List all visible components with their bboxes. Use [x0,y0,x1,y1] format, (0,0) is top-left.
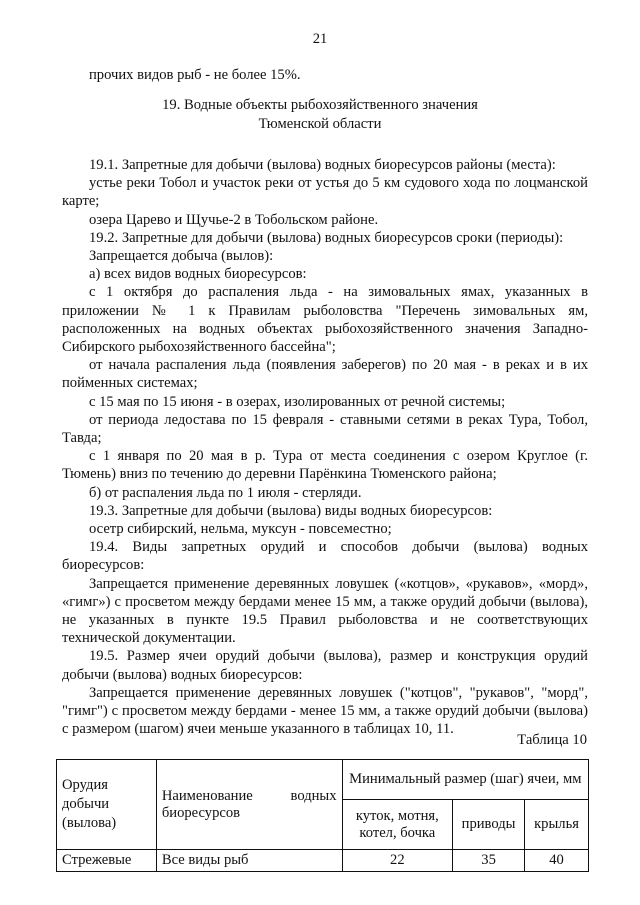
cell-wings: 40 [525,850,589,872]
header-species-word-2: водных [290,787,337,804]
paragraph: с 1 октября до распаления льда - на зимовальных ямах, указанных в приложении № 1 к Правилам рыболовства "Перечень зимовальных ям, расположенных на водных объектах рыбохозяйственного значения Западно-Сибирского рыбохозяйственного бассейна"; [62,284,588,356]
header-species-word-1: Наименование [161,787,253,804]
cell-leads: 35 [453,850,525,872]
paragraph: от периода ледостава по 15 февраля - ставными сетями в реках Тура, Тобол, Тавда; [62,411,588,447]
paragraph: Запрещается добыча (вылов): [89,248,274,265]
lead-line [89,66,587,84]
heading-line-1: 19. Водные объекты рыбохозяйственного значения [162,97,478,113]
body-text [62,156,588,739]
paragraph: б) от распаления льда по 1 июля - стерляди. [89,484,362,501]
table-caption: Таблица 10 [517,732,587,748]
header-species-word-3: биоресурсов [161,804,241,821]
paragraph: от начала распаления льда (появления заберегов) по 20 мая - в реках и в их пойменных системах; [62,357,588,392]
paragraph: Запрещается применение деревянных ловушек ("котцов", "рукавов", "морд", "гимг") с просветом между бердами - менее 15 мм, а также орудий добычи (вылова) с размером (шагом) ячеи меньше указанного в таблицах 10, 11. [62,684,588,738]
header-gear: Орудия добычи (вылова) [57,760,157,850]
subheader-leads: приводы [453,800,525,850]
page-number: 21 [312,31,328,47]
paragraph: озера Царево и Щучье-2 в Тобольском районе. [89,211,379,228]
paragraph: а) всех видов водных биоресурсов: [89,266,307,283]
cell-gear: Стрежевые [57,850,157,872]
table-row [57,850,589,872]
heading-line-2: Тюменской области [258,116,382,132]
paragraph: Запрещается применение деревянных ловушек («котцов», «рукавов», «морд», «гимг») с просветом между бердами менее 15 мм, а также орудий добычи (вылова), не указанных в пункте 19.5 Правил рыболовства и не соответствующих технической документации. [62,575,588,647]
data-table [56,759,589,872]
paragraph: 19.4. Виды запретных орудий и способов добычи (вылова) водных биоресурсов: [62,539,588,574]
header-species-row-1 [162,788,337,805]
header-mesh: Минимальный размер (шаг) ячеи, мм [342,760,588,800]
subheader-wings: крылья [525,800,589,850]
paragraph: 19.1. Запретные для добычи (вылова) водных биоресурсов районы (места): [89,157,556,173]
paragraph: устье реки Тобол и участок реки от устья до 5 км судового хода по лоцманской карте; [62,175,588,210]
paragraph: 19.2. Запретные для добычи (вылова) водных биоресурсов сроки (периоды): [89,229,564,246]
paragraph: с 15 мая по 15 июня - в озерах, изолированных от речной системы; [89,393,506,410]
header-species [156,760,342,850]
cell-body: 22 [342,850,453,872]
paragraph: 19.5. Размер ячеи орудий добычи (вылова), размер и конструкция орудий добычи (вылова) водных биоресурсов: [62,648,588,683]
lead-line-text: прочих видов рыб - не более 15%. [89,67,301,83]
section-heading [0,96,640,134]
paragraph: 19.3. Запретные для добычи (вылова) виды водных биоресурсов: [89,502,493,519]
paragraph: с 1 января по 20 мая в р. Тура от места соединения с озером Круглое (г. Тюмень) вниз по течению до деревни Парёнкина Тюменского района; [62,448,588,483]
paragraph: осетр сибирский, нельма, муксун - повсеместно; [89,521,392,538]
cell-species: Все виды рыб [156,850,342,872]
subheader-body: куток, мотня, котел, бочка [342,800,453,850]
